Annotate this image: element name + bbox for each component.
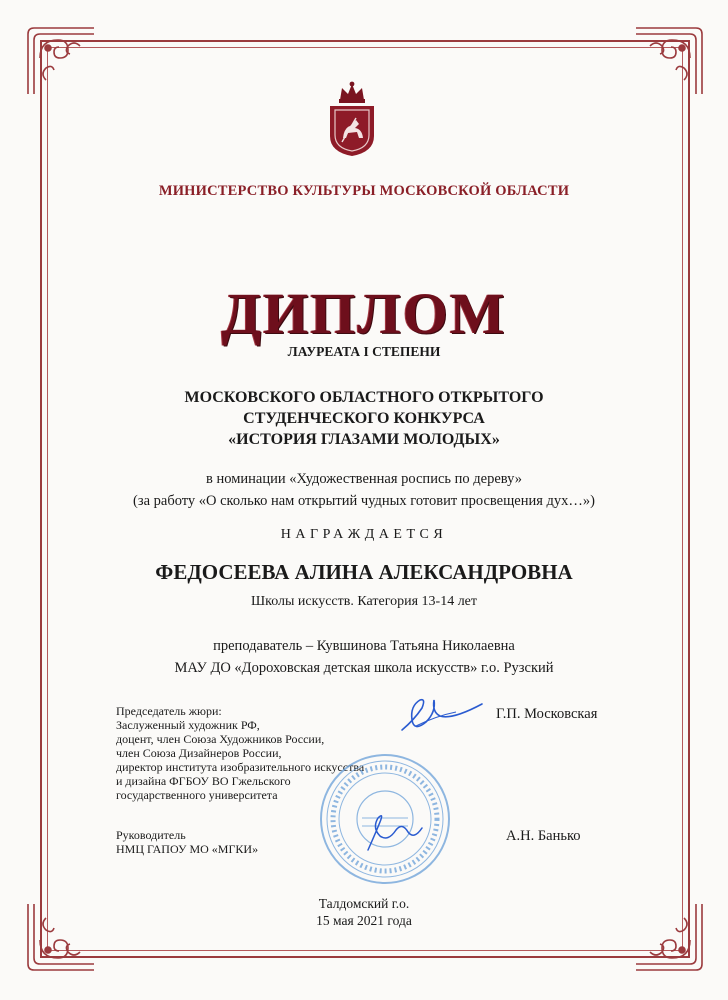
diploma-title: ДИПЛОМ — [221, 281, 507, 346]
jury-line: Заслуженный художник РФ, — [116, 718, 260, 732]
teacher-name: преподаватель – Кувшинова Татьяна Николаевна — [213, 638, 515, 654]
issue-city: Талдомский г.о. — [318, 896, 410, 911]
contest-line: СТУДЕНЧЕСКОГО КОНКУРСА — [243, 410, 485, 427]
awarded-label: НАГРАЖДАЕТСЯ — [280, 527, 448, 542]
corner-ornament-icon — [632, 24, 706, 98]
school-name: МАУ ДО «Дороховская детская школа искусств» г.о. Рузский — [174, 660, 554, 676]
teacher-info — [0, 635, 728, 679]
jury-line: и дизайна ФГБОУ ВО Гжельского — [116, 774, 291, 788]
contest-line: «ИСТОРИЯ ГЛАЗАМИ МОЛОДЫХ» — [228, 431, 500, 448]
jury-line: доцент, член Союза Художников России, — [116, 732, 325, 746]
director-credentials — [116, 828, 258, 856]
jury-line: директор института изобразительного искусства — [116, 760, 365, 774]
jury-line: государственного университета — [116, 788, 278, 802]
contest-line: МОСКОВСКОГО ОБЛАСТНОГО ОТКРЫТОГО — [184, 389, 544, 406]
coat-of-arms-icon — [326, 80, 378, 158]
jury-line: Председатель жюри: — [116, 704, 222, 718]
director-line: НМЦ ГАПОУ МО «МГКИ» — [116, 842, 259, 856]
issue-date: 15 мая 2021 года — [316, 913, 412, 928]
recipient-name: ФЕДОСЕЕВА АЛИНА АЛЕКСАНДРОВНА — [155, 560, 573, 584]
director-line: Руководитель — [116, 828, 186, 842]
contest-name — [0, 387, 728, 450]
nomination — [0, 468, 728, 512]
official-stamp-icon — [318, 752, 452, 886]
nomination-line: в номинации «Художественная роспись по дереву» — [206, 471, 522, 487]
jury-chair-signatory: Г.П. Московская — [496, 706, 598, 722]
director-signatory: А.Н. Банько — [506, 828, 581, 844]
corner-ornament-icon — [24, 24, 98, 98]
laureate-degree: ЛАУРЕАТА I СТЕПЕНИ — [287, 344, 441, 359]
recipient-category: Школы искусств. Категория 13-14 лет — [250, 594, 478, 609]
work-title-line: (за работу «О сколько нам открытий чудных готовит просвещения дух…») — [133, 493, 595, 509]
signature-icon — [396, 686, 486, 743]
jury-line: член Союза Дизайнеров России, — [116, 746, 282, 760]
issue-place-date — [0, 895, 728, 929]
ministry-name: МИНИСТЕРСТВО КУЛЬТУРЫ МОСКОВСКОЙ ОБЛАСТИ — [158, 183, 570, 199]
